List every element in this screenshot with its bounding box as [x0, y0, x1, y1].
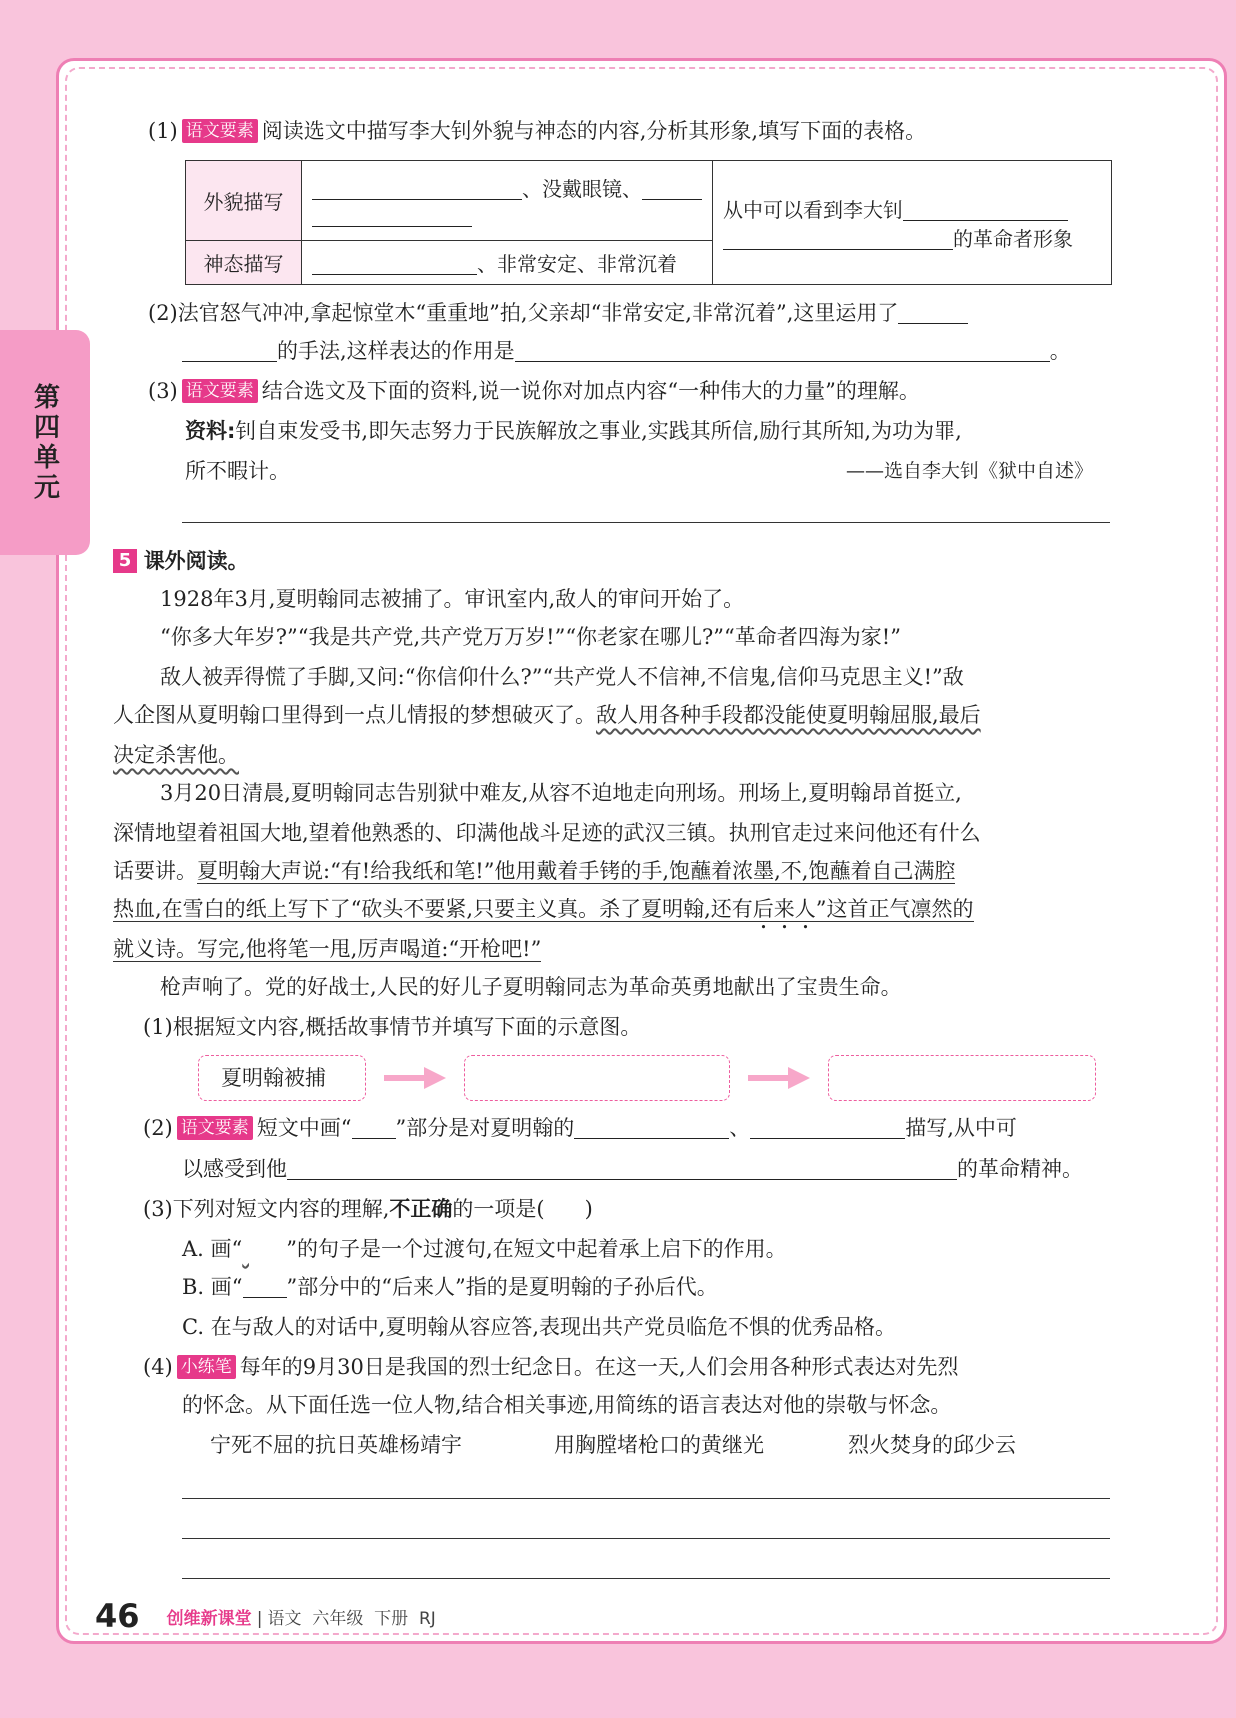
passage-p1: 1928年3月,夏明翰同志被捕了。审讯室内,敌人的审问开始了。 [160, 587, 745, 611]
passage-p5: 枪声响了。党的好战士,人民的好儿子夏明翰同志为革命英勇地献出了宝贵生命。 [160, 975, 902, 999]
q4-sub2-line2: 的手法,这样表达的作用是 。 [182, 336, 1071, 366]
underline-sample [352, 1122, 396, 1139]
expression-cell: 、非常安定、非常沉着 [302, 241, 713, 285]
appearance-label: 外貌描写 [186, 161, 302, 241]
reference-source: ——选自李大钊《狱中自述》 [846, 460, 1094, 482]
passage-p4-l1: 3月20日清晨,夏明翰同志告别狱中难友,从容不迫地走向刑场。刑场上,夏明翰昂首挺立, [160, 781, 962, 805]
arrow-icon [384, 1067, 446, 1089]
image-blank-1[interactable] [903, 196, 1068, 221]
plot-box-3[interactable] [828, 1055, 1096, 1101]
q5-sub2-line1: (2) 语文要素 短文中画“ ”部分是对夏明翰的 、 描写,从中可 [143, 1116, 1017, 1140]
skill-tag: 语文要素 [182, 379, 258, 403]
arrow-icon [748, 1067, 810, 1089]
hero-option-1: 宁死不屈的抗日英雄杨靖宇 [210, 1433, 462, 1457]
book-info: 语文 六年级 下册 RJ [267, 1609, 436, 1629]
q5-sub2-line2: 以感受到他 的革命精神。 [182, 1157, 1083, 1181]
plot-box-1-label: 夏明翰被捕 [221, 1066, 326, 1090]
image-blank-2[interactable] [723, 225, 953, 250]
description-blank-1[interactable] [574, 1114, 729, 1139]
passage-p4-l2: 深情地望着祖国大地,望着他熟悉的、印满他战斗足迹的武汉三镇。执刑官走过来问他还有什么 [113, 821, 981, 845]
technique-blank-cont[interactable] [182, 337, 277, 362]
appearance-blank-3[interactable] [312, 202, 472, 227]
passage-p3-l1: 敌人被弄得慌了手脚,又问:“你信仰什么?”“共产党人不信神,不信鬼,信仰马克思主义!”敌 [160, 665, 964, 689]
q5-sub4-line2: 的怀念。从下面任选一位人物,结合相关事迹,用简练的语言表达对他的崇敬与怀念。 [182, 1393, 952, 1417]
passage-p3-l2: 人企图从夏明翰口里得到一点儿情报的梦想破灭了。敌人用各种手段都没能使夏明翰屈服,最后 [113, 703, 981, 727]
effect-blank[interactable] [515, 337, 1050, 362]
passage-p4-l4: 热血,在雪白的纸上写下了“砍头不要紧,只要主义真。杀了夏明翰,还有后来人”这首正气凛然的 [113, 897, 974, 921]
spirit-blank[interactable] [287, 1155, 957, 1180]
passage-p2: “你多大年岁?”“我是共产党,共产党万万岁!”“你老家在哪儿?”“革命者四海为家!” [160, 625, 901, 649]
option-c[interactable]: C. 在与敌人的对话中,夏明翰从容应答,表现出共产党员临危不惧的优秀品格。 [182, 1315, 897, 1339]
q5-sub3: (3)下列对短文内容的理解,不正确的一项是( ) [143, 1197, 593, 1221]
technique-blank[interactable] [898, 299, 968, 324]
appearance-blank-2[interactable] [642, 175, 702, 200]
passage-p4-l3: 话要讲。夏明翰大声说:“有!给我纸和笔!”他用戴着手铐的手,饱蘸着浓墨,不,饱蘸着自己满腔 [113, 859, 956, 883]
expression-blank[interactable] [312, 250, 477, 275]
skill-tag: 语文要素 [177, 1116, 253, 1140]
q4-sub1: (1) 语文要素 阅读选文中描写李大钊外貌与神态的内容,分析其形象,填写下面的表格。 [148, 119, 927, 143]
description-blank-2[interactable] [750, 1114, 905, 1139]
page-footer: 46 创维新课堂 | 语文 六年级 下册 RJ [95, 1597, 436, 1635]
brand-name: 创维新课堂 [166, 1609, 252, 1629]
writing-line-3[interactable] [182, 1578, 1110, 1579]
unit-tab-label: 第四单元 [29, 382, 60, 503]
appearance-cell: 、没戴眼镜、 [302, 161, 713, 241]
option-b[interactable]: B. 画“ ”部分中的“后来人”指的是夏明翰的子孙后代。 [182, 1275, 718, 1299]
image-summary-cell: 从中可以看到李大钊 的革命者形象 [713, 161, 1112, 285]
appearance-blank-1[interactable] [312, 175, 522, 200]
writing-line-2[interactable] [182, 1538, 1110, 1539]
option-a[interactable]: A. 画“ ”的句子是一个过渡句,在短文中起着承上启下的作用。 [182, 1237, 787, 1261]
q5-sub1: (1)根据短文内容,概括故事情节并填写下面的示意图。 [143, 1015, 642, 1039]
answer-line[interactable] [182, 522, 1110, 523]
expression-label: 神态描写 [186, 241, 302, 285]
q5-header: 5 课外阅读。 [113, 546, 249, 576]
writing-line-1[interactable] [182, 1498, 1110, 1499]
plot-box-1 [198, 1055, 366, 1101]
q4-sub3: (3) 语文要素 结合选文及下面的资料,说一说你对加点内容“一种伟大的力量”的理解。 [148, 379, 920, 403]
practice-tag: 小练笔 [177, 1355, 236, 1379]
passage-p3-l3: 决定杀害他。 [113, 743, 239, 767]
q4-sub2-line1: (2)法官怒气冲冲,拿起惊堂木“重重地”拍,父亲却“非常安定,非常沉着”,这里运用了 [148, 298, 968, 328]
reference-line1: 资料:钊自束发受书,即矢志努力于民族解放之事业,实践其所信,励行其所知,为功为罪, [185, 419, 962, 443]
passage-p4-l5: 就义诗。写完,他将笔一甩,厉声喝道:“开枪吧!” [113, 937, 542, 961]
plot-box-2[interactable] [464, 1055, 730, 1101]
skill-tag: 语文要素 [182, 119, 258, 143]
hero-option-2: 用胸膛堵枪口的黄继光 [554, 1433, 764, 1457]
reference-line2: 所不暇计。 [185, 459, 290, 483]
question-number-badge: 5 [113, 549, 137, 573]
description-table [185, 160, 1112, 285]
q5-sub4-line1: (4) 小练笔 每年的9月30日是我国的烈士纪念日。在这一天,人们会用各种形式表达对先烈 [143, 1355, 959, 1379]
hero-option-3: 烈火焚身的邱少云 [848, 1433, 1016, 1457]
page-number: 46 [95, 1597, 140, 1635]
